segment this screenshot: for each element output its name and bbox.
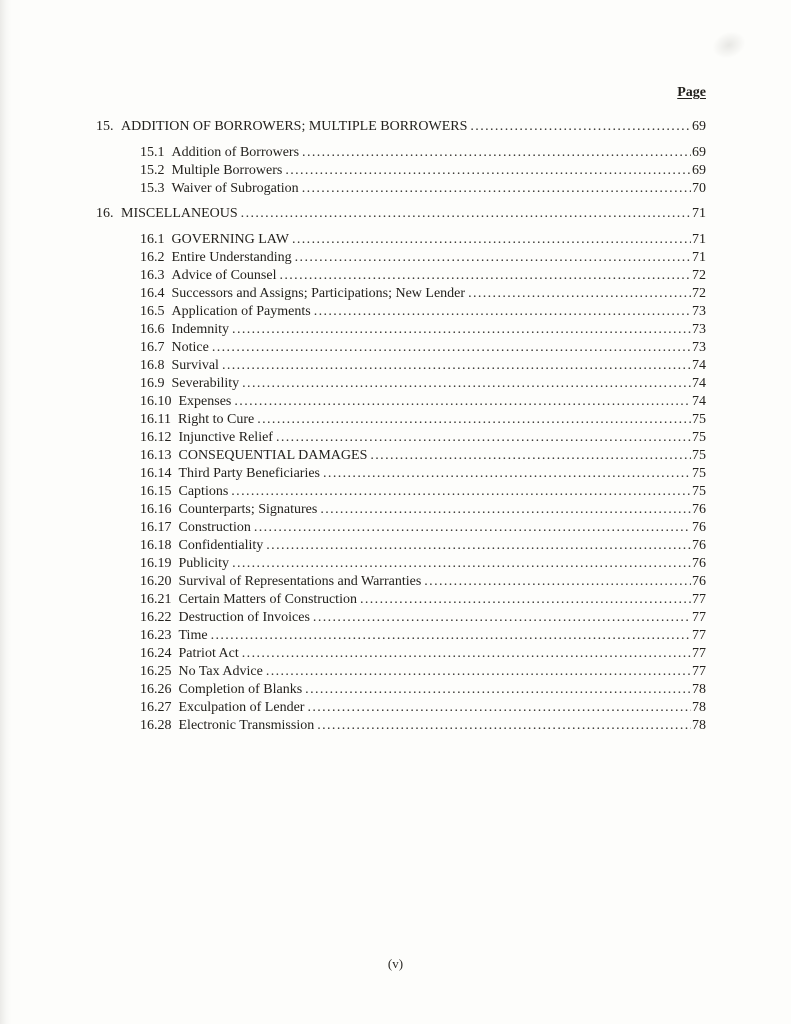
entry-title: Completion of Blanks	[178, 682, 303, 697]
dot-leader	[211, 627, 691, 645]
entry-page-number: 73	[692, 340, 706, 355]
entry-number: 16.2	[140, 250, 165, 265]
entry-number: 16.12	[140, 430, 172, 445]
entry-title: ADDITION OF BORROWERS; MULTIPLE BORROWERS	[121, 119, 468, 134]
entry-page-number: 76	[692, 574, 706, 589]
entry-number: 16.10	[140, 394, 172, 409]
dot-leader	[320, 501, 691, 519]
toc-item-entry	[96, 717, 706, 735]
entry-page-number: 71	[692, 232, 706, 247]
entry-number: 16.5	[140, 304, 165, 319]
entry-page-number: 75	[692, 430, 706, 445]
dot-leader	[276, 429, 691, 447]
entry-title: CONSEQUENTIAL DAMAGES	[178, 448, 368, 463]
entry-number: 16.6	[140, 322, 165, 337]
entry-page-number: 69	[692, 145, 706, 160]
entry-number: 16.21	[140, 592, 172, 607]
entry-title: Construction	[178, 520, 251, 535]
entry-title: No Tax Advice	[178, 664, 263, 679]
entry-title: Certain Matters of Construction	[178, 592, 357, 607]
entry-title: Notice	[171, 340, 209, 355]
entry-number: 16.20	[140, 574, 172, 589]
dot-leader	[317, 717, 691, 735]
entry-number: 16.7	[140, 340, 165, 355]
page-footer	[0, 956, 791, 972]
dot-leader	[468, 285, 691, 303]
entry-title: Patriot Act	[178, 646, 239, 661]
toc-item-entry	[96, 339, 706, 357]
dot-leader	[285, 162, 691, 180]
entry-page-number: 76	[692, 520, 706, 535]
entry-title: Captions	[178, 484, 229, 499]
entry-page-number: 73	[692, 304, 706, 319]
dot-leader	[212, 339, 691, 357]
dot-leader	[241, 205, 691, 223]
dot-leader	[424, 573, 691, 591]
dot-leader	[470, 118, 691, 136]
toc-item-entry	[96, 357, 706, 375]
table-of-contents	[96, 118, 706, 735]
entry-page-number: 77	[692, 610, 706, 625]
dot-leader	[313, 609, 691, 627]
entry-title: Destruction of Invoices	[178, 610, 310, 625]
toc-item-entry	[96, 393, 706, 411]
entry-page-number: 75	[692, 412, 706, 427]
entry-title: Confidentiality	[178, 538, 264, 553]
toc-item-entry	[96, 285, 706, 303]
page-column-header-label: Page	[677, 85, 706, 100]
page-number: (v)	[387, 956, 404, 971]
entry-number: 15.	[96, 119, 114, 134]
entry-title: Indemnity	[171, 322, 230, 337]
entry-page-number: 72	[692, 268, 706, 283]
entry-number: 16.19	[140, 556, 172, 571]
toc-item-entry	[96, 180, 706, 198]
entry-page-number: 77	[692, 646, 706, 661]
entry-page-number: 76	[692, 502, 706, 517]
entry-page-number: 77	[692, 592, 706, 607]
entry-title: Successors and Assigns; Participations; New Lender	[171, 286, 466, 301]
dot-leader	[302, 180, 691, 198]
entry-page-number: 71	[692, 250, 706, 265]
dot-leader	[370, 447, 691, 465]
dot-leader	[360, 591, 691, 609]
entry-title: Waiver of Subrogation	[171, 181, 299, 196]
dot-leader	[222, 357, 691, 375]
entry-number: 16.18	[140, 538, 172, 553]
dot-leader	[242, 375, 691, 393]
toc-section-entry	[96, 205, 706, 223]
entry-page-number: 78	[692, 682, 706, 697]
toc-column-header	[96, 84, 706, 101]
entry-number: 16.14	[140, 466, 172, 481]
dot-leader	[305, 681, 691, 699]
entry-title: Third Party Beneficiaries	[178, 466, 321, 481]
entry-number: 16.9	[140, 376, 165, 391]
toc-item-entry	[96, 144, 706, 162]
dot-leader	[307, 699, 691, 717]
toc-item-entry	[96, 411, 706, 429]
entry-number: 16.	[96, 206, 114, 221]
entry-title: Counterparts; Signatures	[178, 502, 318, 517]
toc-item-entry	[96, 645, 706, 663]
entry-title: Addition of Borrowers	[171, 145, 300, 160]
toc-item-entry	[96, 429, 706, 447]
dot-leader	[292, 231, 691, 249]
entry-page-number: 77	[692, 628, 706, 643]
entry-title: Time	[178, 628, 208, 643]
toc-item-entry	[96, 699, 706, 717]
entry-number: 16.26	[140, 682, 172, 697]
dot-leader	[266, 537, 691, 555]
entry-number: 16.16	[140, 502, 172, 517]
entry-number: 16.28	[140, 718, 172, 733]
dot-leader	[231, 483, 691, 501]
entry-number: 16.17	[140, 520, 172, 535]
toc-item-entry	[96, 573, 706, 591]
entry-page-number: 77	[692, 664, 706, 679]
dot-leader	[323, 465, 691, 483]
toc-item-entry	[96, 681, 706, 699]
entry-title: GOVERNING LAW	[171, 232, 289, 247]
dot-leader	[302, 144, 691, 162]
toc-item-entry	[96, 483, 706, 501]
entry-title: Multiple Borrowers	[171, 163, 283, 178]
toc-section	[96, 118, 706, 198]
entry-title: MISCELLANEOUS	[121, 206, 238, 221]
entry-title: Publicity	[178, 556, 230, 571]
entry-number: 16.15	[140, 484, 172, 499]
dot-leader	[266, 663, 691, 681]
entry-page-number: 74	[692, 394, 706, 409]
entry-page-number: 72	[692, 286, 706, 301]
entry-page-number: 76	[692, 556, 706, 571]
entry-title: Entire Understanding	[171, 250, 292, 265]
toc-item-entry	[96, 591, 706, 609]
entry-page-number: 70	[692, 181, 706, 196]
entry-page-number: 75	[692, 484, 706, 499]
entry-number: 16.4	[140, 286, 165, 301]
entry-title: Injunctive Relief	[178, 430, 273, 445]
entry-page-number: 75	[692, 448, 706, 463]
entry-title: Advice of Counsel	[171, 268, 277, 283]
dot-leader	[254, 519, 691, 537]
entry-title: Survival	[171, 358, 219, 373]
entry-title: Survival of Representations and Warranties	[178, 574, 422, 589]
entry-number: 15.3	[140, 181, 165, 196]
entry-number: 15.1	[140, 145, 165, 160]
toc-item-entry	[96, 375, 706, 393]
entry-number: 16.22	[140, 610, 172, 625]
toc-section-entry	[96, 118, 706, 136]
entry-number: 16.24	[140, 646, 172, 661]
entry-page-number: 69	[692, 163, 706, 178]
entry-page-number: 76	[692, 538, 706, 553]
entry-page-number: 75	[692, 466, 706, 481]
entry-page-number: 74	[692, 376, 706, 391]
entry-page-number: 74	[692, 358, 706, 373]
entry-title: Expenses	[178, 394, 232, 409]
entry-number: 16.23	[140, 628, 172, 643]
toc-item-entry	[96, 537, 706, 555]
entry-title: Severability	[171, 376, 240, 391]
entry-title: Exculpation of Lender	[178, 700, 305, 715]
toc-item-entry	[96, 609, 706, 627]
toc-item-entry	[96, 231, 706, 249]
toc-item-entry	[96, 303, 706, 321]
toc-item-entry	[96, 249, 706, 267]
toc-item-entry	[96, 267, 706, 285]
scan-smudge-artifact	[709, 27, 750, 63]
toc-item-entry	[96, 447, 706, 465]
entry-number: 16.3	[140, 268, 165, 283]
entry-number: 16.11	[140, 412, 171, 427]
entry-page-number: 71	[692, 206, 706, 221]
toc-item-entry	[96, 321, 706, 339]
entry-number: 16.25	[140, 664, 172, 679]
entry-page-number: 78	[692, 700, 706, 715]
toc-item-entry	[96, 663, 706, 681]
dot-leader	[232, 555, 691, 573]
dot-leader	[257, 411, 691, 429]
dot-leader	[314, 303, 691, 321]
entry-title: Right to Cure	[177, 412, 255, 427]
entry-number: 16.8	[140, 358, 165, 373]
entry-page-number: 69	[692, 119, 706, 134]
entry-title: Electronic Transmission	[178, 718, 315, 733]
toc-item-entry	[96, 465, 706, 483]
entry-number: 16.1	[140, 232, 165, 247]
entry-number: 15.2	[140, 163, 165, 178]
entry-number: 16.13	[140, 448, 172, 463]
toc-item-entry	[96, 627, 706, 645]
toc-section	[96, 205, 706, 735]
entry-page-number: 78	[692, 718, 706, 733]
entry-number: 16.27	[140, 700, 172, 715]
toc-item-entry	[96, 555, 706, 573]
entry-title: Application of Payments	[171, 304, 311, 319]
toc-item-entry	[96, 501, 706, 519]
toc-item-entry	[96, 519, 706, 537]
dot-leader	[242, 645, 691, 663]
entry-page-number: 73	[692, 322, 706, 337]
dot-leader	[234, 393, 691, 411]
toc-item-entry	[96, 162, 706, 180]
dot-leader	[232, 321, 691, 339]
dot-leader	[295, 249, 691, 267]
dot-leader	[279, 267, 691, 285]
